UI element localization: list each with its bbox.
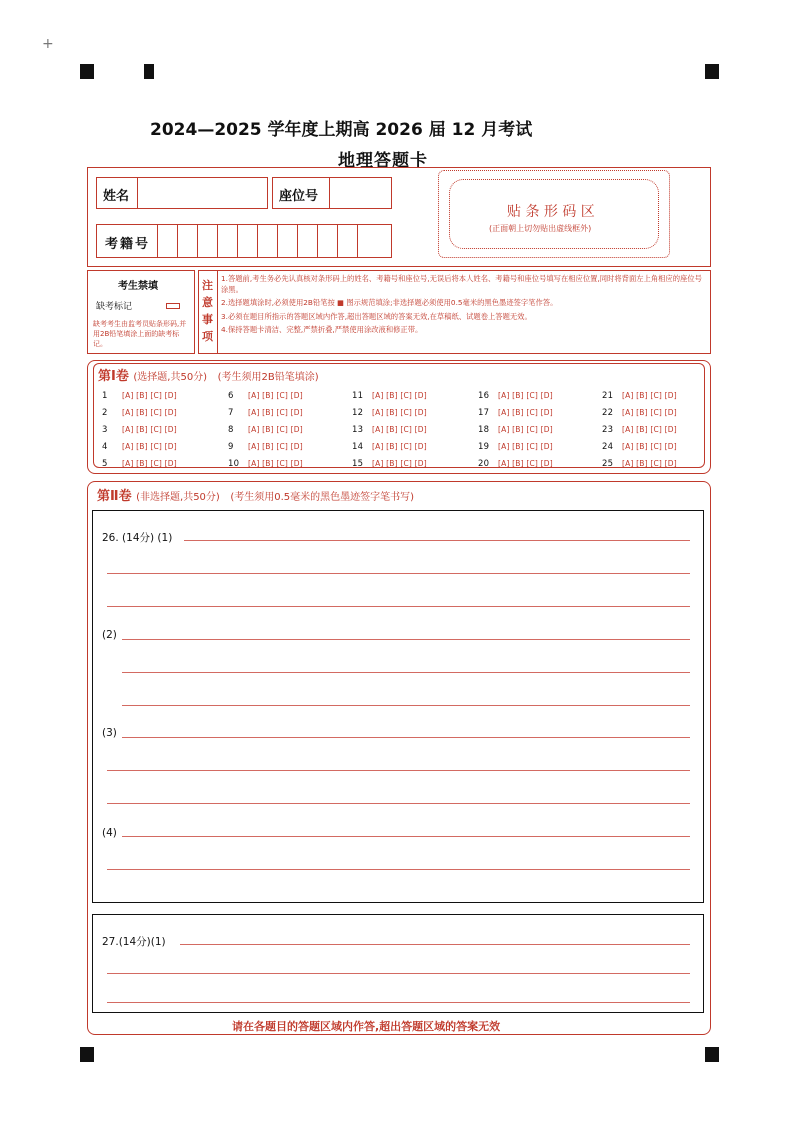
mcq-options[interactable]: [A] [B] [C] [D] [248,391,303,400]
mcq-question-number: 17 [478,408,490,418]
answer-line [122,737,690,738]
barcode-title: 贴 条 形 码 区 [507,204,595,220]
mcq-question-number: 12 [352,408,364,418]
seat-label: 座位号 [279,189,319,204]
footer-warning: 请在各题目的答题区域内作答,超出答题区域的答案无效 [232,1020,501,1033]
mcq-question-number: 14 [352,442,364,452]
mcq-options[interactable]: [A] [B] [C] [D] [622,442,677,451]
mcq-question[interactable] [102,459,177,469]
barcode-note: (正面朝上切勿贴出虚线框外) [489,224,592,233]
seat-field[interactable] [272,177,392,209]
mcq-question[interactable] [478,459,553,469]
mcq-options[interactable]: [A] [B] [C] [D] [122,442,177,451]
answer-line [107,803,690,804]
mcq-options[interactable]: [A] [B] [C] [D] [248,408,303,417]
mcq-options[interactable]: [A] [B] [C] [D] [248,459,303,468]
mcq-options[interactable]: [A] [B] [C] [D] [122,459,177,468]
notice-box [198,270,711,354]
exam-title: 2024—2025 学年度上期高 2026 届 12 月考试 [150,120,533,140]
mcq-question-number: 1 [102,391,108,401]
answer-line [107,973,690,974]
mcq-question-number: 6 [228,391,234,401]
mcq-options[interactable]: [A] [B] [C] [D] [498,442,553,451]
q27-label: 27.(14分)(1) [102,936,166,948]
mcq-options[interactable]: [A] [B] [C] [D] [372,391,427,400]
mcq-options[interactable]: [A] [B] [C] [D] [372,459,427,468]
mcq-question-number: 20 [478,459,490,469]
mcq-options[interactable]: [A] [B] [C] [D] [498,459,553,468]
mcq-question-number: 18 [478,425,490,435]
mcq-question[interactable] [352,442,427,452]
absent-box [87,270,195,354]
q26-sub3-label: (3) [102,727,117,739]
mcq-question[interactable] [602,459,677,469]
notice-item: 2.选择题填涂时,必须使用2B铅笔按 ■ 图示规范填涂;非选择题必须使用0.5毫米的黑色墨迹签字笔作答。 [221,298,558,307]
mcq-options[interactable]: [A] [B] [C] [D] [622,391,677,400]
mcq-question-number: 19 [478,442,490,452]
corner-mark [80,64,94,79]
mcq-options[interactable]: [A] [B] [C] [D] [498,425,553,434]
absent-mark-checkbox[interactable] [166,303,180,309]
mcq-options[interactable]: [A] [B] [C] [D] [372,425,427,434]
mcq-question[interactable] [228,408,303,418]
answer-line [122,836,690,837]
mcq-question[interactable] [102,425,177,435]
part1-section [87,360,711,474]
corner-mark [705,64,719,79]
mcq-question[interactable] [102,442,177,452]
answer-line [122,639,690,640]
mcq-options[interactable]: [A] [B] [C] [D] [622,459,677,468]
notice-item: 1.答题前,考生务必先认真核对条形码上的姓名、考籍号和座位号,无误后将本人姓名、考籍号和座位号填写在相应位置,同时将背面左上角相应的座位号涂黑。 [221,274,702,294]
mcq-options[interactable]: [A] [B] [C] [D] [372,408,427,417]
mcq-question-number: 23 [602,425,614,435]
part2-subtitle: (非选择题,共50分) [136,492,220,503]
q26-answer-area[interactable] [92,510,704,903]
mcq-options[interactable]: [A] [B] [C] [D] [498,391,553,400]
mcq-question[interactable] [478,391,553,401]
mcq-question[interactable] [228,391,303,401]
mcq-options[interactable]: [A] [B] [C] [D] [498,408,553,417]
mcq-question-number: 24 [602,442,614,452]
mcq-question[interactable] [602,425,677,435]
part1-subtitle: (选择题,共50分) [133,372,208,383]
mcq-question-number: 11 [352,391,364,401]
mcq-options[interactable]: [A] [B] [C] [D] [372,442,427,451]
mcq-options[interactable]: [A] [B] [C] [D] [122,425,177,434]
mcq-question-number: 5 [102,459,108,469]
mcq-question[interactable] [228,459,303,469]
mcq-question-number: 21 [602,391,614,401]
mcq-options[interactable]: [A] [B] [C] [D] [622,425,677,434]
answer-line [107,573,690,574]
mcq-question[interactable] [602,408,677,418]
mcq-question-number: 9 [228,442,234,452]
mcq-question[interactable] [478,425,553,435]
q26-sub4-label: (4) [102,827,117,839]
notice-item: 3.必须在题目所指示的答题区域内作答,超出答题区域的答案无效,在草稿纸、试题卷上答题无效。 [221,311,532,321]
name-label: 姓名 [103,189,130,204]
mcq-options[interactable]: [A] [B] [C] [D] [248,442,303,451]
mcq-question-number: 15 [352,459,364,469]
mcq-question[interactable] [228,442,303,452]
answer-line [107,770,690,771]
crosshair-icon: + [42,36,54,52]
answer-line [122,672,690,673]
absent-note: 缺考考生由监考员贴条形码,并用2B铅笔填涂上面的缺考标记。 [93,320,187,348]
mcq-question[interactable] [102,408,177,418]
mcq-question[interactable] [602,391,677,401]
answer-line [107,606,690,607]
barcode-area[interactable] [438,170,670,258]
mcq-question-number: 22 [602,408,614,418]
mcq-question[interactable] [352,425,427,435]
mcq-question-number: 16 [478,391,490,401]
mcq-question-number: 7 [228,408,234,418]
q26-sub2-label: (2) [102,629,117,641]
answer-line [184,540,690,541]
mcq-question-number: 10 [228,459,240,469]
answer-line [122,705,690,706]
subject-title: 地理答题卡 [338,151,428,171]
part1-title: 第Ⅰ卷 [98,369,129,384]
notice-item: 4.保持答题卡清洁、完整,严禁折叠,严禁使用涂改液和修正带。 [221,325,423,334]
q26-label: 26. (14分) (1) [102,532,173,544]
notice-label: 注意事项 [202,279,213,343]
answer-line [107,869,690,870]
mcq-question-number: 4 [102,442,108,452]
mcq-options[interactable]: [A] [B] [C] [D] [122,391,177,400]
mcq-options[interactable]: [A] [B] [C] [D] [622,408,677,417]
mcq-question-number: 3 [102,425,108,435]
mcq-question[interactable] [478,408,553,418]
mcq-question-number: 13 [352,425,364,435]
exam-number-label: 考籍号 [105,237,151,252]
mcq-options[interactable]: [A] [B] [C] [D] [122,408,177,417]
part1-instruction: (考生须用2B铅笔填涂) [217,372,319,383]
answer-line [180,944,690,945]
answer-line [107,1002,690,1003]
part2-instruction: (考生须用0.5毫米的黑色墨迹签字笔书写) [230,492,415,503]
mcq-question-number: 2 [102,408,108,418]
mcq-question-number: 8 [228,425,234,435]
name-field[interactable] [96,177,268,209]
exam-number-field[interactable] [96,224,392,258]
mcq-question-number: 25 [602,459,614,469]
mcq-question[interactable] [352,459,427,469]
mcq-question[interactable] [352,408,427,418]
mcq-question[interactable] [102,391,177,401]
corner-mark [80,1047,94,1062]
mcq-question[interactable] [352,391,427,401]
absent-mark-label: 缺考标记 [96,302,133,312]
corner-mark [705,1047,719,1062]
mcq-options[interactable]: [A] [B] [C] [D] [248,425,303,434]
part2-title: 第Ⅱ卷 [97,489,132,504]
corner-mark [144,64,154,79]
absent-title: 考生禁填 [118,281,158,292]
mcq-question[interactable] [228,425,303,435]
q27-answer-area[interactable] [92,914,704,1013]
mcq-question[interactable] [478,442,553,452]
mcq-question[interactable] [602,442,677,452]
